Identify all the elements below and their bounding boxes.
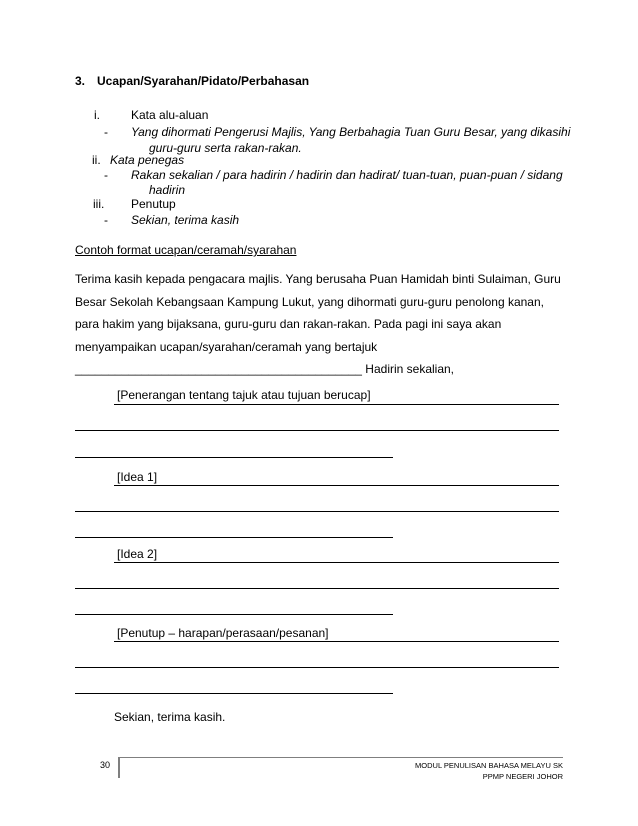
page-number: 30: [100, 760, 111, 770]
blank-label-3: [Idea 2]: [117, 547, 158, 561]
blank-line: [114, 404, 559, 405]
blank-line: [75, 457, 393, 458]
blank-line: [75, 693, 393, 694]
blank-label-1: [Penerangan tentang tajuk atau tujuan berucap]: [117, 388, 371, 402]
outline-iii-number: iii.: [93, 197, 105, 211]
outline-i-text-line1: Yang dihormati Pengerusi Majlis, Yang Berbahagia Tuan Guru Besar, yang dikasihi: [131, 125, 571, 139]
outline-i-number: i.: [94, 108, 100, 122]
example-paragraph: Terima kasih kepada pengacara majlis. Yang berusaha Puan Hamidah binti Sulaiman, Guru Besar Sekolah Kebangsaan Kampung Lukut, yang dihormati guru-guru penolong kanan, para hakim yang bijaksana, guru-guru dan rakan-rakan. Pada pagi ini saya akan menyampaikan ucapan/syarahan/ceramah yang bertajuk ___________________________________________ Hadirin sekalian,: [75, 272, 561, 376]
outline-ii-text-line2: hadirin: [149, 183, 186, 197]
blank-label-2: [Idea 1]: [117, 470, 158, 484]
outline-ii-text-line1: Rakan sekalian / para hadirin / hadirin dan hadirat/ tuan-tuan, puan-puan / sidang: [131, 168, 563, 182]
outline-ii-number: ii.: [92, 153, 101, 167]
blank-line: [75, 430, 559, 431]
outline-i-text-line2: guru-guru serta rakan-rakan.: [149, 141, 302, 155]
blank-label-4: [Penutup – harapan/perasaan/pesanan]: [117, 626, 329, 640]
footer-module-info: [415, 760, 563, 782]
outline-ii-title: Kata penegas: [110, 153, 185, 167]
blank-line: [114, 562, 559, 563]
blank-line: [75, 537, 393, 538]
footer-divider: [118, 757, 120, 778]
footer-module-line2: PPMP NEGERI JOHOR: [482, 772, 563, 781]
blank-line: [75, 588, 559, 589]
outline-ii-dash: -: [104, 168, 108, 182]
blank-line: [75, 667, 559, 668]
blank-line: [75, 614, 393, 615]
blank-line: [114, 485, 559, 486]
example-heading: Contoh format ucapan/ceramah/syarahan: [75, 243, 297, 257]
outline-iii-dash: -: [104, 213, 108, 227]
footer-rule: [120, 757, 563, 758]
outline-i-title: Kata alu-aluan: [131, 108, 209, 122]
outline-iii-title: Penutup: [131, 197, 176, 211]
section-title: Ucapan/Syarahan/Pidato/Perbahasan: [97, 74, 310, 88]
closing-text: Sekian, terima kasih.: [114, 710, 226, 724]
footer-module-line1: MODUL PENULISAN BAHASA MELAYU SK: [415, 761, 563, 770]
outline-i-dash: -: [104, 125, 108, 139]
blank-line: [75, 511, 559, 512]
blank-line: [114, 641, 559, 642]
outline-iii-text: Sekian, terima kasih: [131, 213, 240, 227]
section-number: 3.: [75, 74, 86, 88]
